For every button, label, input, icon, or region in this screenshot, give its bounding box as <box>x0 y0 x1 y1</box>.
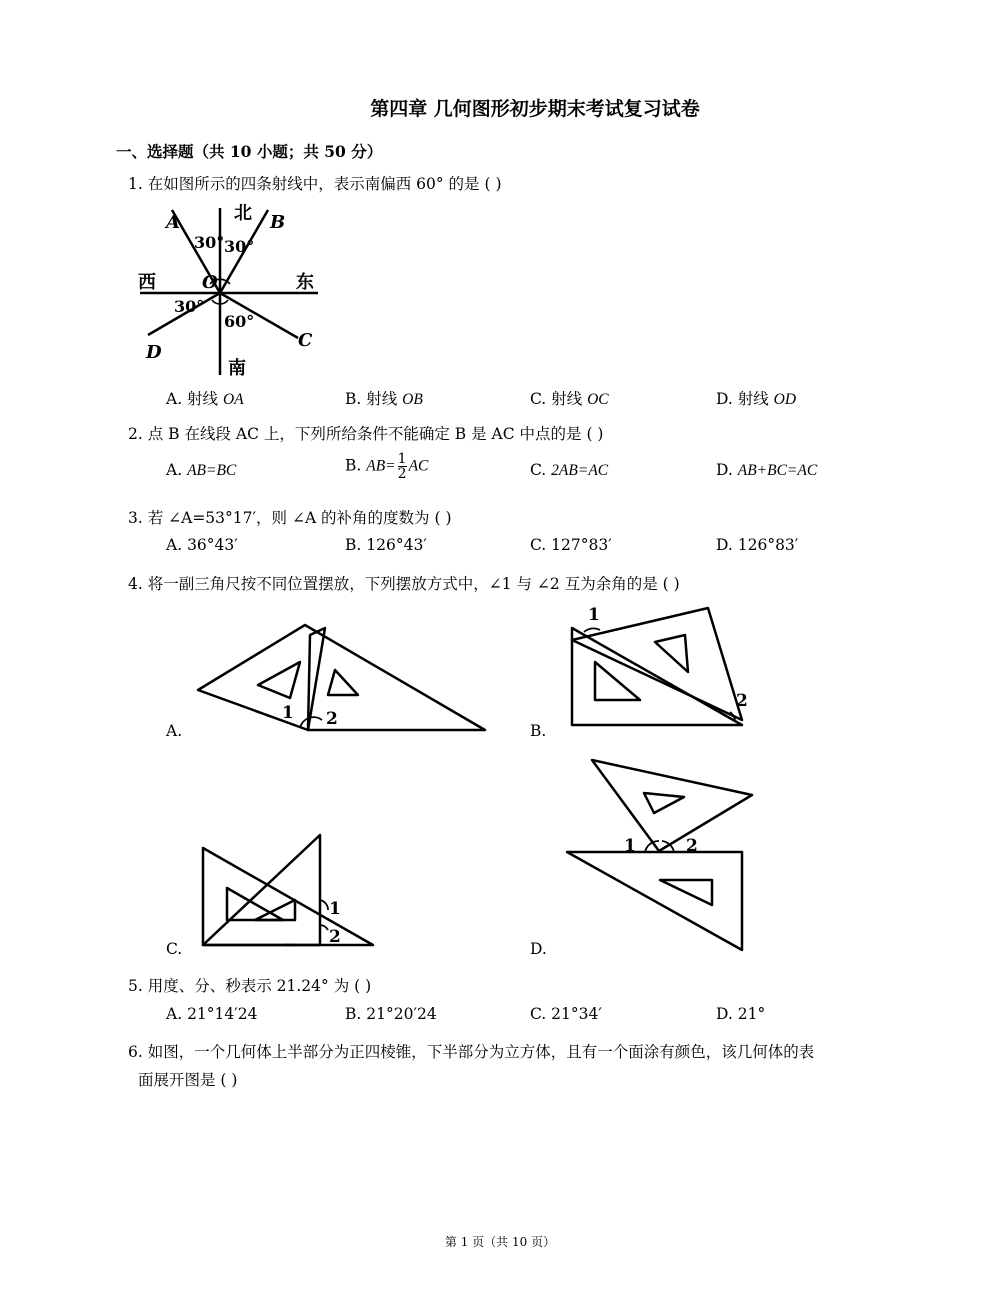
angle-2-label: 2 <box>329 927 341 947</box>
question-5-text: 5. 用度、分、秒表示 21.24° 为 ( ) <box>128 977 372 995</box>
label-east: 东 <box>296 272 314 293</box>
angle-2-label: 2 <box>326 709 338 729</box>
triangle-figure-b <box>560 600 760 730</box>
q3-option-b[interactable]: B. 126°43′ <box>345 536 427 554</box>
label-south: 南 <box>228 358 246 379</box>
q4-option-b[interactable]: B. <box>530 722 547 740</box>
label-north: 北 <box>234 203 252 224</box>
angle-label-3: 30° <box>174 297 205 316</box>
q5-option-c[interactable]: C. 21°34′ <box>530 1005 602 1023</box>
q2-option-c[interactable]: C. 2AB=AC <box>530 461 609 479</box>
angle-label-2: 30° <box>224 237 255 256</box>
q3-option-c[interactable]: C. 127°83′ <box>530 536 612 554</box>
q1-option-b[interactable]: B. 射线 OB <box>345 390 423 408</box>
q5-option-b[interactable]: B. 21°20′24 <box>345 1005 437 1023</box>
question-4-text: 4. 将一副三角尺按不同位置摆放，下列摆放方式中，∠1 与 ∠2 互为余角的是 ( ) <box>128 575 680 593</box>
triangle-figure-d <box>562 755 762 955</box>
label-a: A <box>166 212 180 233</box>
section-heading: 一、选择题（共 10 小题；共 50 分） <box>116 142 383 161</box>
triangle-figure-a <box>190 620 490 740</box>
compass-diagram <box>130 200 330 380</box>
q3-option-d[interactable]: D. 126°83′ <box>716 536 799 554</box>
angle-label-4: 60° <box>224 312 255 331</box>
q1-option-d[interactable]: D. 射线 OD <box>716 390 797 408</box>
q2-option-d[interactable]: D. AB+BC=AC <box>716 461 818 479</box>
question-6-text-line1: 6. 如图，一个几何体上半部分为正四棱锥，下半部分为立方体，且有一个面涂有颜色，该几何体的表 <box>128 1043 815 1061</box>
question-1-text: 1. 在如图所示的四条射线中，表示南偏西 60° 的是 ( ) <box>128 175 502 193</box>
q4-option-d[interactable]: D. <box>530 940 547 958</box>
q1-option-a[interactable]: A. 射线 OA <box>166 390 244 408</box>
angle-1-label: 1 <box>588 605 600 625</box>
angle-1-label: 1 <box>282 703 294 723</box>
q4-option-a[interactable]: A. <box>166 722 183 740</box>
angle-1-label: 1 <box>624 836 636 856</box>
question-3-text: 3. 若 ∠A=53°17′，则 ∠A 的补角的度数为 ( ) <box>128 509 452 527</box>
page-footer: 第 1 页（共 10 页） <box>444 1235 556 1249</box>
angle-2-label: 2 <box>686 836 698 856</box>
angle-label-1: 30° <box>194 233 225 252</box>
label-b: B <box>270 212 286 233</box>
label-d: D <box>146 342 162 363</box>
label-west: 西 <box>138 272 156 293</box>
label-c: C <box>298 330 313 351</box>
q4-option-c[interactable]: C. <box>166 940 183 958</box>
question-2-text: 2. 点 B 在线段 AC 上，下列所给条件不能确定 B 是 AC 中点的是 ( ) <box>128 425 604 443</box>
q2-option-b[interactable]: B. AB= $\frac{1}{2}$ AC <box>345 451 429 482</box>
angle-2-label: 2 <box>736 691 748 711</box>
question-6-text-line2: 面展开图是 ( ) <box>138 1071 238 1089</box>
q1-option-c[interactable]: C. 射线 OC <box>530 390 609 408</box>
triangle-figure-c <box>195 830 380 950</box>
q5-option-a[interactable]: A. 21°14′24 <box>166 1005 258 1023</box>
fraction: $\frac{1}{2}$ <box>397 451 407 482</box>
q2-option-a[interactable]: A. AB=BC <box>166 461 237 479</box>
angle-1-label: 1 <box>329 899 341 919</box>
label-o: O <box>202 272 218 293</box>
q5-option-d[interactable]: D. 21° <box>716 1005 766 1023</box>
page-title: 第四章 几何图形初步期末考试复习试卷 <box>370 98 700 120</box>
q3-option-a[interactable]: A. 36°43′ <box>166 536 238 554</box>
